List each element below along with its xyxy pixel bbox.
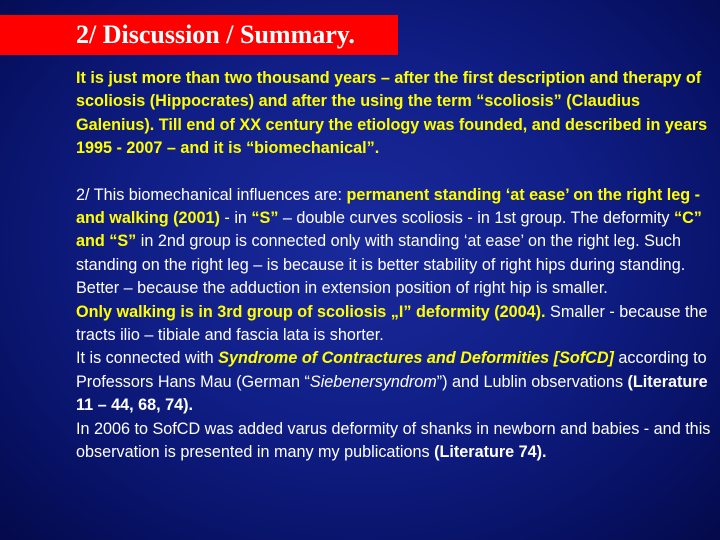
literature-reference: (Literature 74).	[434, 443, 547, 462]
slide-body	[41, 67, 715, 465]
paragraph-biomechanical-influences	[41, 184, 715, 301]
literature-reference: (Literature 11 – 44, 68, 74).	[76, 372, 708, 415]
title-banner	[0, 15, 398, 55]
text-run: In 2006 to SofCD was added varus deformity of shanks in newborn and babies - and this observation is presented in many my publications	[76, 419, 711, 462]
paragraph-gap	[41, 161, 715, 184]
text-run: ”) and Lublin observations	[436, 372, 628, 391]
paragraph-history: It is just more than two thousand years – after the first description and therapy of scoliosis (Hippocrates) and after the using the term “scoliosis” (Claudius Galenius). Till end of XX century the etiology was founded, and described in years 1995 - 2007 – and it is “biomechanical”.	[76, 69, 708, 158]
slide-title: 2/ Discussion / Summary.	[76, 20, 355, 49]
highlight-c-and-s: “C” and “S”	[76, 209, 702, 251]
text-run: according to Professors Hans Mau (German “	[76, 349, 707, 391]
highlight-standing-walking: permanent standing ‘at ease’ on the right leg - and walking (2001)	[76, 185, 701, 228]
term-siebenersyndrom: Siebenersyndrom	[309, 372, 437, 391]
text-run: It is connected with	[76, 349, 219, 368]
text-run: 2/ This biomechanical influences are:	[76, 185, 347, 204]
text-run: Smaller - because the tracts ilio – tibiale and fascia lata is shorter.	[76, 302, 708, 345]
text-run: – double curves scoliosis - in 1st group. The deformity	[278, 209, 675, 228]
highlight-s-curve: “S”	[251, 209, 279, 228]
paragraph-varus-deformity	[41, 418, 715, 465]
highlight-third-group: Only walking is in 3rd group of scoliosis „I” deformity (2004).	[76, 302, 546, 321]
text-run: - in	[219, 209, 252, 228]
text-run: in 2nd group is connected only with standing ‘at ease’ on the right leg. Such standing on the right leg – is because it is better stability of right hips during standing. Better – because the adduction in extension position of right hip is smaller.	[76, 232, 686, 298]
paragraph-sofcd	[41, 347, 715, 417]
highlight-sofcd: Syndrome of Contractures and Deformities [SofCD]	[218, 349, 614, 368]
paragraph-third-group	[41, 301, 715, 348]
